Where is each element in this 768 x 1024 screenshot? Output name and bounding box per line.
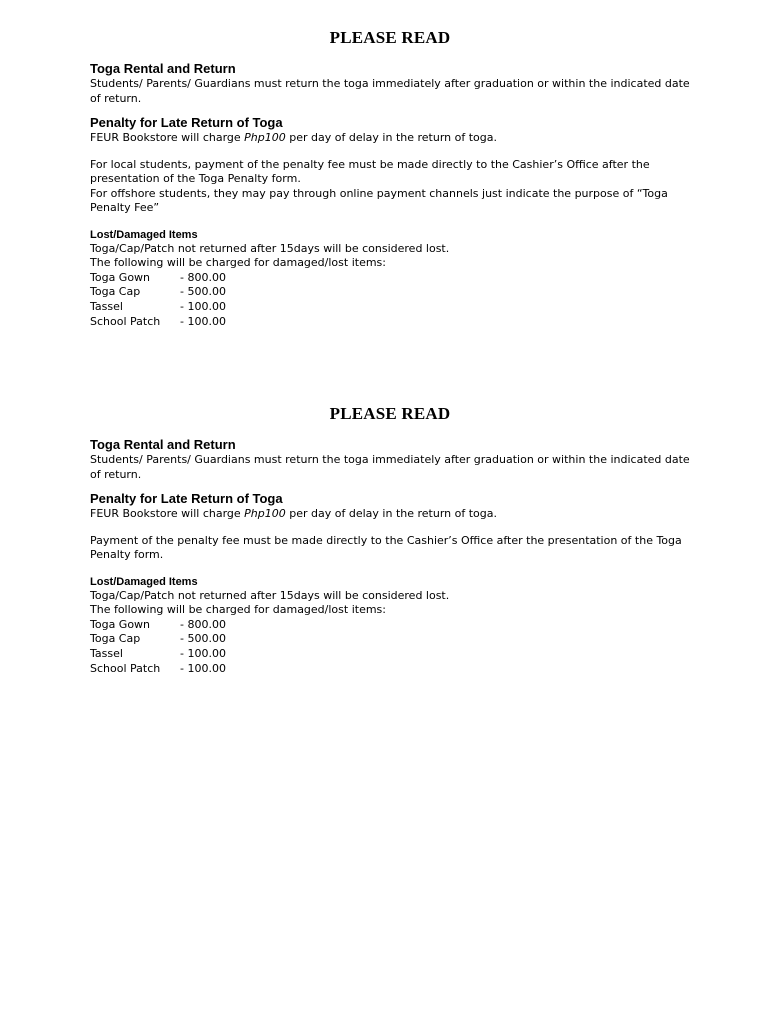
item-price: - 800.00 <box>180 617 226 631</box>
penalty-text <box>90 131 690 146</box>
payment-text: Payment of the penalty fee must be made directly to the Cashier’s Office after the presentation of the Toga Penalty form. <box>90 533 682 561</box>
item-name: School Patch <box>90 314 161 328</box>
price-list-item <box>90 662 690 677</box>
item-price: - 800.00 <box>180 270 226 284</box>
local-students-text: For local students, payment of the penalty fee must be made directly to the Cashier’s Office after the presentation of the Toga Penalty form. <box>90 157 650 185</box>
notice-local-offshore <box>90 28 690 330</box>
item-name: School Patch <box>90 661 161 675</box>
price-list-item <box>90 271 690 286</box>
page-title: PLEASE READ <box>329 28 451 47</box>
price-list <box>90 618 690 677</box>
price-list-item <box>90 315 690 330</box>
notice-general <box>90 404 690 677</box>
lost-text-1: Toga/Cap/Patch not returned after 15days will be considered lost. <box>90 588 450 602</box>
item-name: Toga Gown <box>90 617 151 631</box>
penalty-amount: Php100 <box>244 131 286 144</box>
price-list-item <box>90 647 690 662</box>
lost-damaged-heading: Lost/Damaged Items <box>90 575 198 588</box>
item-price: - 100.00 <box>180 300 226 314</box>
penalty-suffix: per day of delay in the return of toga. <box>285 507 497 520</box>
rental-text: Students/ Parents/ Guardians must return the toga immediately after graduation or within the indicated date of return. <box>90 77 690 105</box>
penalty-suffix: per day of delay in the return of toga. <box>285 131 497 144</box>
item-price: - 500.00 <box>180 285 226 299</box>
item-name: Toga Cap <box>90 285 141 299</box>
item-name: Toga Gown <box>90 270 151 284</box>
item-price: - 100.00 <box>180 647 226 661</box>
penalty-prefix: FEUR Bookstore will charge <box>90 131 245 144</box>
item-name: Toga Cap <box>90 632 141 646</box>
price-list <box>90 271 690 330</box>
penalty-prefix: FEUR Bookstore will charge <box>90 507 245 520</box>
page-title: PLEASE READ <box>329 404 451 423</box>
item-price: - 100.00 <box>180 314 226 328</box>
rental-text: Students/ Parents/ Guardians must return the toga immediately after graduation or within the indicated date of return. <box>90 453 690 481</box>
item-price: - 100.00 <box>180 661 226 675</box>
price-list-item <box>90 300 690 315</box>
rental-heading: Toga Rental and Return <box>90 61 236 76</box>
price-list-item <box>90 285 690 300</box>
item-price: - 500.00 <box>180 632 226 646</box>
penalty-heading: Penalty for Late Return of Toga <box>90 115 283 130</box>
rental-heading: Toga Rental and Return <box>90 437 236 452</box>
lost-text-2: The following will be charged for damaged/lost items: <box>90 603 386 616</box>
penalty-text <box>90 507 690 522</box>
lost-damaged-heading: Lost/Damaged Items <box>90 228 198 241</box>
offshore-students-text: For offshore students, they may pay through online payment channels just indicate the purpose of “Toga Penalty Fee” <box>90 186 668 214</box>
lost-text-2: The following will be charged for damaged/lost items: <box>90 256 386 269</box>
item-name: Tassel <box>90 647 123 661</box>
price-list-item <box>90 618 690 633</box>
item-name: Tassel <box>90 300 123 314</box>
price-list-item <box>90 632 690 647</box>
penalty-heading: Penalty for Late Return of Toga <box>90 491 283 506</box>
penalty-amount: Php100 <box>244 507 286 520</box>
lost-text-1: Toga/Cap/Patch not returned after 15days will be considered lost. <box>90 241 450 255</box>
